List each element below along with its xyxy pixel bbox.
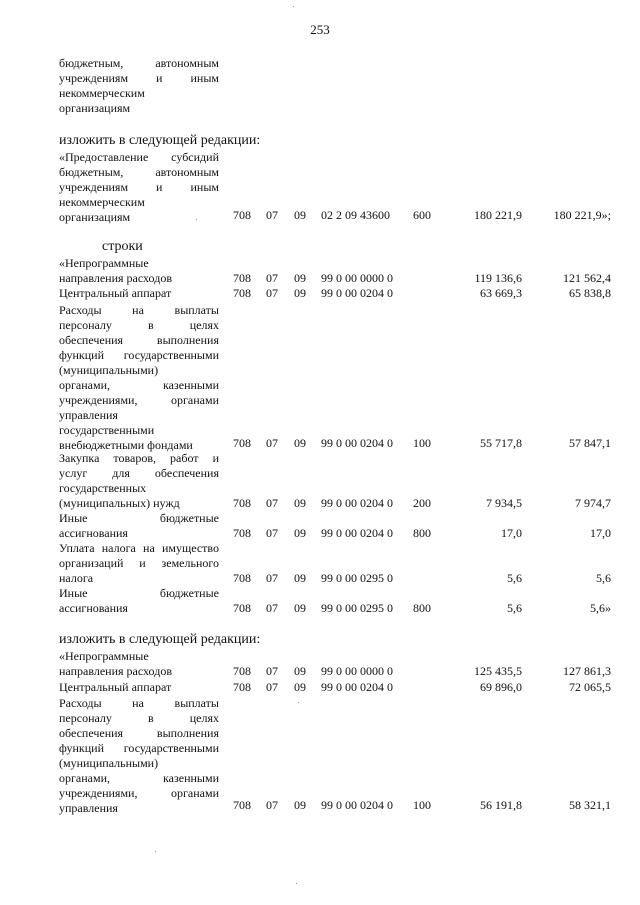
- section-heading: изложить в следующей редакции:: [59, 632, 261, 647]
- description-line: (муниципальными): [59, 756, 159, 770]
- cell-year1: 56 191,8: [480, 798, 522, 812]
- row-description: [59, 286, 219, 301]
- cell-year2: 65 838,8: [569, 286, 611, 300]
- cell-subsection: 09: [294, 798, 306, 812]
- page-number: 253: [310, 22, 330, 37]
- cell-section: 07: [266, 208, 278, 222]
- description-line: персоналу в целях: [59, 318, 219, 332]
- cell-article: 99 0 00 0000 0: [321, 271, 393, 285]
- description-line: обеспечения выполнения: [59, 333, 219, 347]
- cell-year2: 121 562,4: [563, 271, 611, 285]
- cell-subsection: 09: [294, 664, 306, 678]
- description-line: некоммерческим: [59, 86, 145, 100]
- description-line: персоналу в целях: [59, 711, 219, 725]
- cell-code: 708: [233, 526, 251, 540]
- cell-code: 708: [233, 571, 251, 585]
- description-line: Уплата налога на имущество: [59, 541, 219, 555]
- cell-year1: 119 136,6: [474, 271, 522, 285]
- cell-subsection: 09: [294, 436, 306, 450]
- cell-article: 99 0 00 0204 0: [321, 798, 393, 812]
- scan-speck: [298, 702, 299, 703]
- row-description: [59, 303, 219, 453]
- cell-section: 07: [266, 571, 278, 585]
- description-line: Расходы на выплаты: [59, 303, 219, 317]
- description-line: (муниципальных) нужд: [59, 496, 180, 510]
- cell-subsection: 09: [294, 680, 306, 694]
- cell-code: 708: [233, 436, 251, 450]
- scan-speck: [196, 219, 197, 220]
- description-line: учреждениям и иным: [59, 71, 219, 85]
- description-line: направления расходов: [59, 271, 172, 285]
- cell-expense-type: 200: [413, 496, 431, 510]
- cell-article: 99 0 00 0204 0: [321, 526, 393, 540]
- cell-section: 07: [266, 664, 278, 678]
- description-line: услуг для обеспечения: [59, 466, 219, 480]
- row-description: [59, 680, 219, 695]
- cell-section: 07: [266, 286, 278, 300]
- cell-year1: 55 717,8: [480, 436, 522, 450]
- row-description: [59, 256, 219, 286]
- description-line: учреждениями, органами: [59, 393, 219, 407]
- cell-section: 07: [266, 680, 278, 694]
- description-line: некоммерческим: [59, 195, 145, 209]
- cell-year2: 5,6: [596, 571, 611, 585]
- description-line: управления: [59, 801, 118, 815]
- description-line: органами, казенными: [59, 378, 219, 392]
- description-line: Закупка товаров, работ и: [59, 451, 219, 465]
- cell-year2: 7 974,7: [575, 496, 611, 510]
- description-line: учреждениями, органами: [59, 786, 219, 800]
- cell-article: 99 0 00 0204 0: [321, 496, 393, 510]
- description-line: (муниципальными): [59, 363, 159, 377]
- description-line: Центральный аппарат: [59, 286, 172, 300]
- cell-expense-type: 100: [413, 798, 431, 812]
- description-line: ассигнования: [59, 601, 128, 615]
- description-line: обеспечения выполнения: [59, 726, 219, 740]
- cell-code: 708: [233, 271, 251, 285]
- scan-speck: [296, 883, 297, 884]
- description-line: налога: [59, 571, 94, 585]
- row-description: [59, 451, 219, 511]
- description-line: внебюджетными фондами: [59, 438, 193, 452]
- cell-code: 708: [233, 798, 251, 812]
- cell-section: 07: [266, 436, 278, 450]
- cell-subsection: 09: [294, 601, 306, 615]
- cell-article: 99 0 00 0295 0: [321, 571, 393, 585]
- description-line: управления: [59, 408, 118, 422]
- cell-section: 07: [266, 526, 278, 540]
- description-line: организаций и земельного: [59, 556, 219, 570]
- cell-article: 99 0 00 0204 0: [321, 680, 393, 694]
- scan-speck: [293, 6, 294, 7]
- section-heading: строки: [102, 239, 143, 254]
- cell-subsection: 09: [294, 571, 306, 585]
- cell-section: 07: [266, 798, 278, 812]
- description-line: государственными: [59, 423, 155, 437]
- cell-subsection: 09: [294, 208, 306, 222]
- cell-code: 708: [233, 664, 251, 678]
- cell-article: 99 0 00 0204 0: [321, 436, 393, 450]
- cell-expense-type: 100: [413, 436, 431, 450]
- description-line: бюджетным, автономным: [59, 165, 219, 179]
- cell-year2: 57 847,1: [569, 436, 611, 450]
- cell-code: 708: [233, 601, 251, 615]
- cell-year1: 69 896,0: [480, 680, 522, 694]
- cell-subsection: 09: [294, 526, 306, 540]
- cell-year2: 5,6»: [590, 601, 611, 615]
- cell-code: 708: [233, 286, 251, 300]
- description-line: Расходы на выплаты: [59, 696, 219, 710]
- cell-expense-type: 800: [413, 526, 431, 540]
- row-description: [59, 586, 219, 616]
- row-description: [59, 511, 219, 541]
- cell-year1: 180 221,9: [474, 208, 522, 222]
- cell-year1: 17,0: [501, 526, 522, 540]
- cell-year1: 5,6: [507, 571, 522, 585]
- cell-year2: 127 861,3: [563, 664, 611, 678]
- description-line: функций государственными: [59, 741, 219, 755]
- cell-year2: 72 065,5: [569, 680, 611, 694]
- description-line: организациям: [59, 210, 131, 224]
- cell-section: 07: [266, 496, 278, 510]
- cell-year2: 58 321,1: [569, 798, 611, 812]
- row-description: [59, 541, 219, 586]
- description-line: организациям: [59, 101, 131, 115]
- cell-article: 99 0 00 0295 0: [321, 601, 393, 615]
- cell-section: 07: [266, 271, 278, 285]
- description-line: Иные бюджетные: [59, 511, 219, 525]
- description-line: «Непрограммные: [59, 649, 149, 663]
- cell-subsection: 09: [294, 286, 306, 300]
- row-description: [59, 649, 219, 679]
- description-line: бюджетным, автономным: [59, 56, 219, 70]
- cell-subsection: 09: [294, 271, 306, 285]
- cell-section: 07: [266, 601, 278, 615]
- cell-year1: 5,6: [507, 601, 522, 615]
- row-description: [59, 56, 219, 116]
- cell-year2: 180 221,9»;: [553, 208, 611, 222]
- description-line: Центральный аппарат: [59, 680, 172, 694]
- description-line: «Непрограммные: [59, 256, 149, 270]
- cell-code: 708: [233, 680, 251, 694]
- description-line: Иные бюджетные: [59, 586, 219, 600]
- description-line: ассигнования: [59, 526, 128, 540]
- section-heading: изложить в следующей редакции:: [59, 133, 261, 148]
- description-line: органами, казенными: [59, 771, 219, 785]
- description-line: направления расходов: [59, 664, 172, 678]
- scan-speck: [155, 851, 156, 852]
- cell-year1: 7 934,5: [486, 496, 522, 510]
- cell-code: 708: [233, 208, 251, 222]
- description-line: функций государственными: [59, 348, 219, 362]
- cell-article: 02 2 09 43600: [321, 208, 390, 222]
- cell-article: 99 0 00 0204 0: [321, 286, 393, 300]
- cell-article: 99 0 00 0000 0: [321, 664, 393, 678]
- cell-year1: 125 435,5: [474, 664, 522, 678]
- cell-expense-type: 800: [413, 601, 431, 615]
- cell-year2: 17,0: [590, 526, 611, 540]
- description-line: «Предоставление субсидий: [59, 150, 219, 164]
- cell-expense-type: 600: [413, 208, 431, 222]
- cell-year1: 63 669,3: [480, 286, 522, 300]
- cell-subsection: 09: [294, 496, 306, 510]
- description-line: государственных: [59, 481, 147, 495]
- row-description: [59, 150, 219, 225]
- row-description: [59, 696, 219, 816]
- cell-code: 708: [233, 496, 251, 510]
- description-line: учреждениям и иным: [59, 180, 219, 194]
